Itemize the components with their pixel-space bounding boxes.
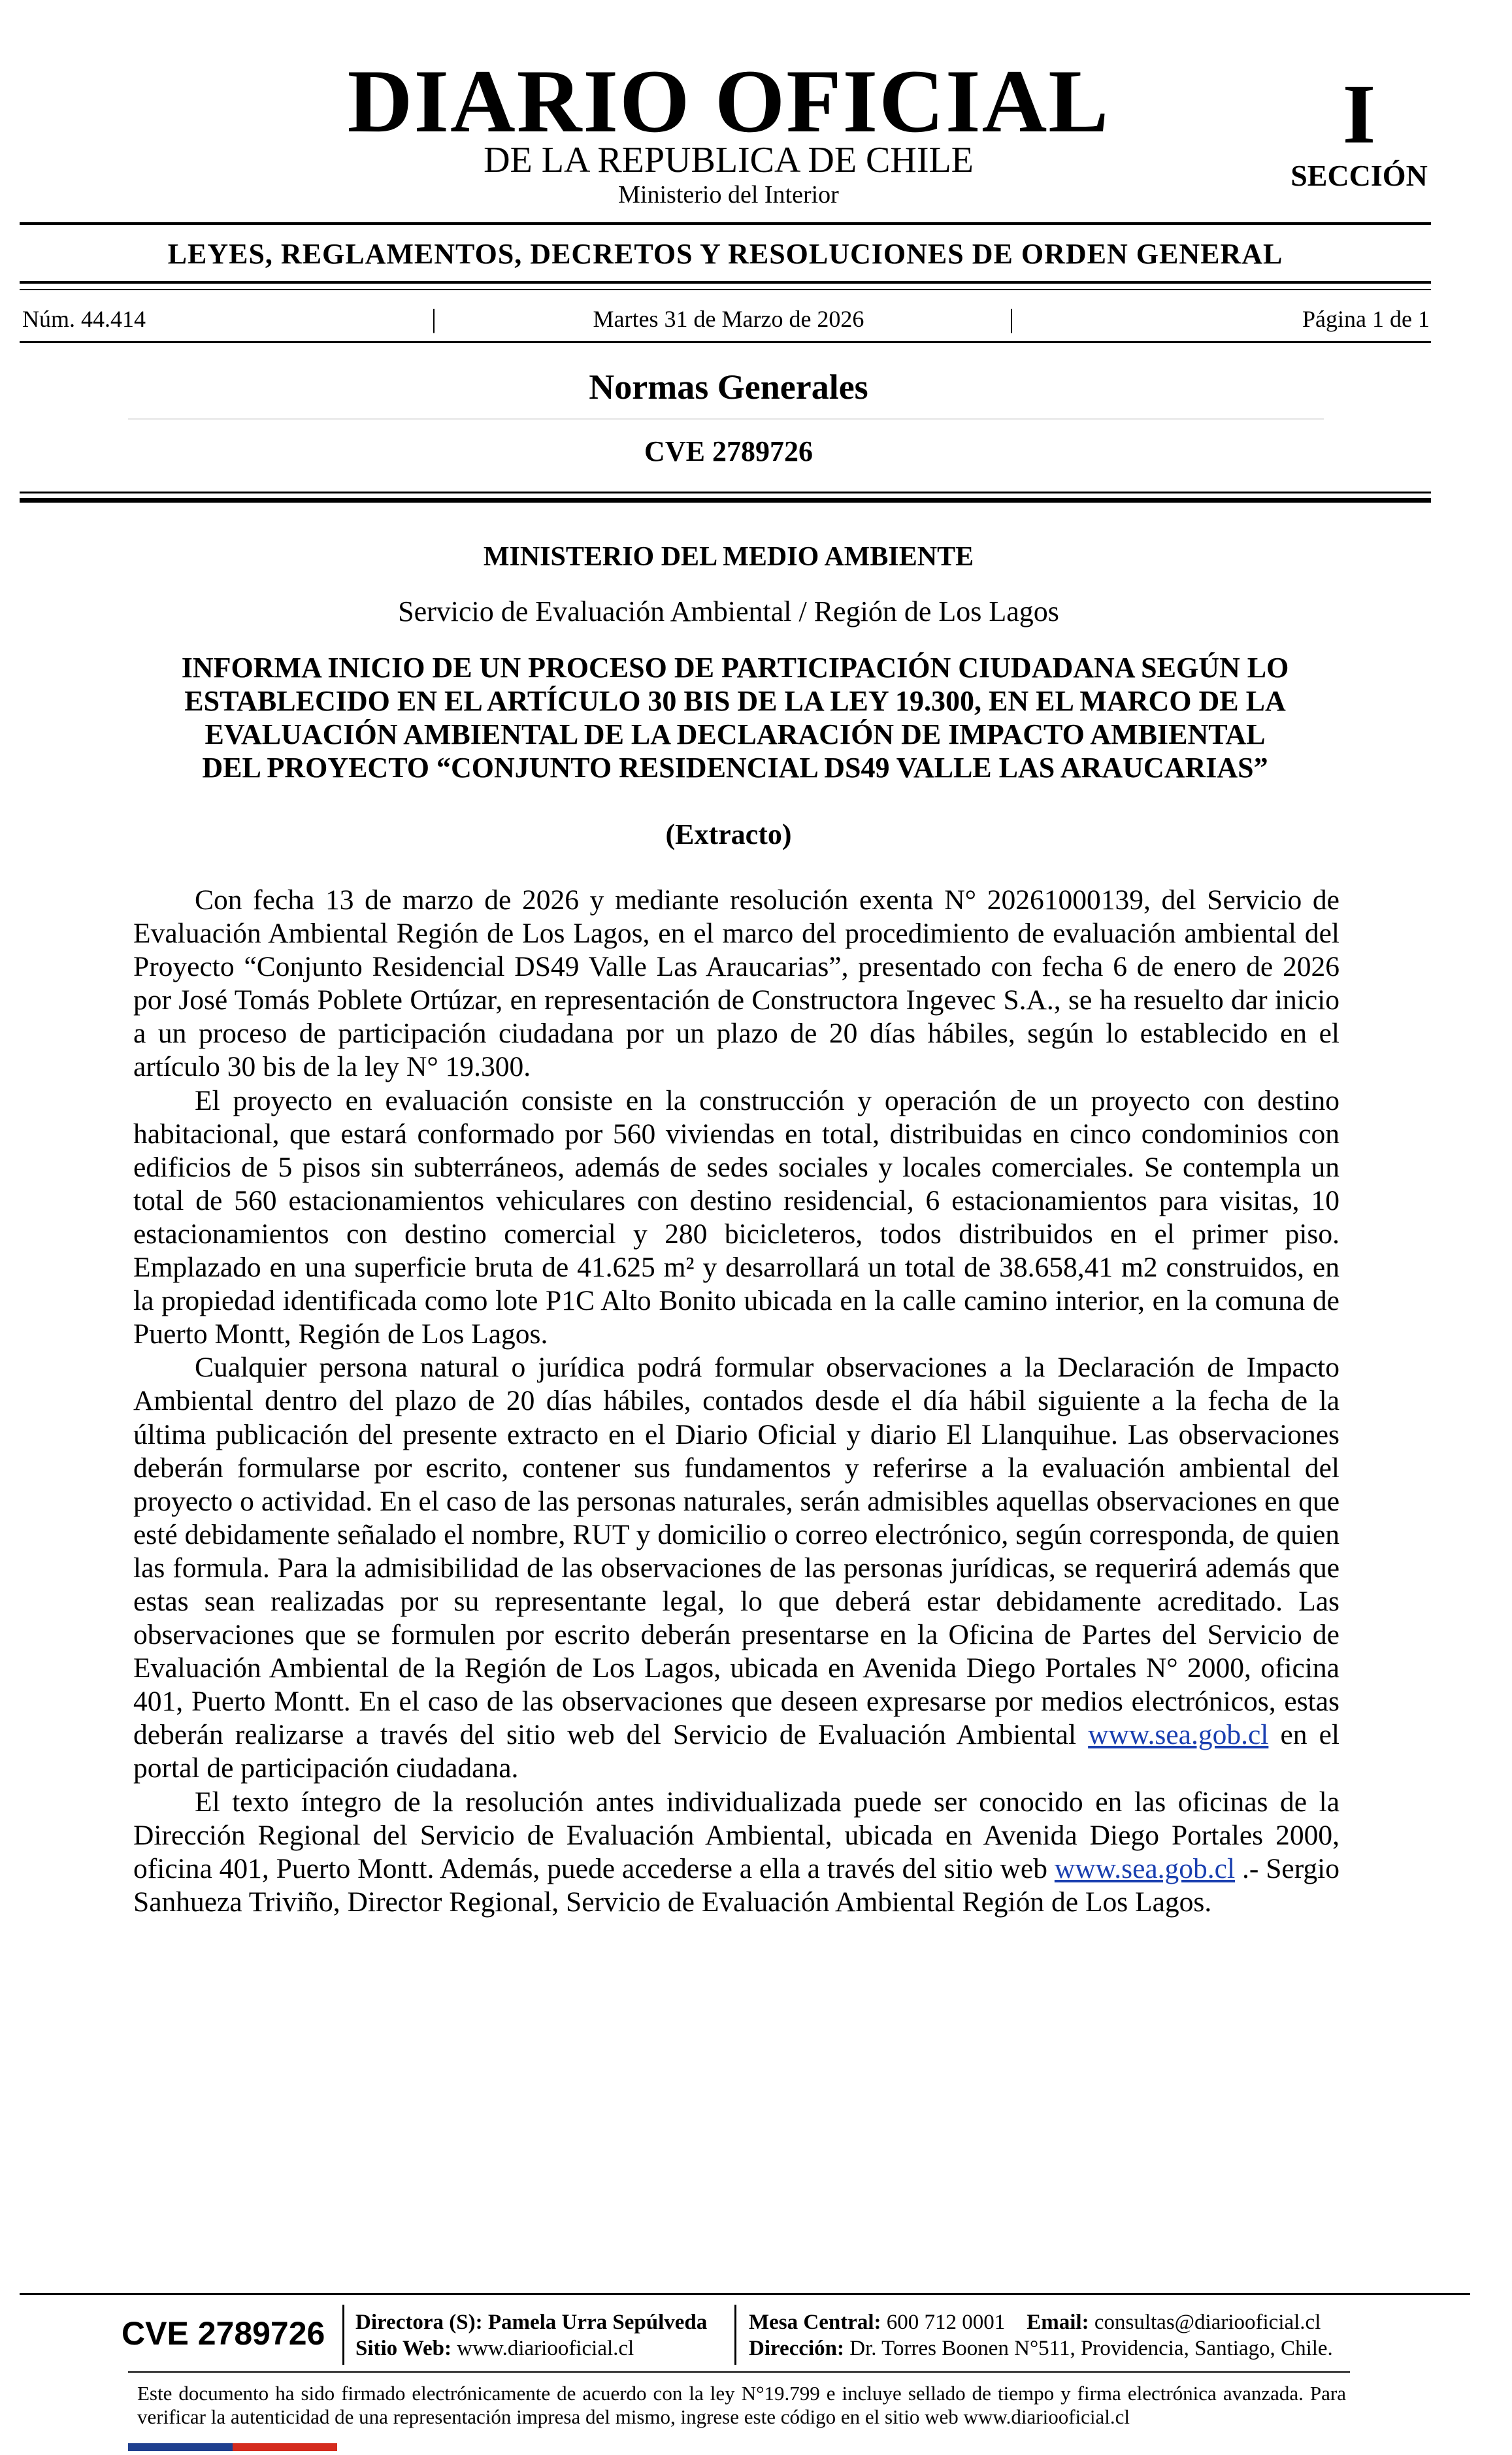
paragraph-full-text — [133, 1786, 1339, 1919]
paragraph-resolution: Con fecha 13 de marzo de 2026 y mediante resolución exenta N° 20261000139, del Servicio de Evaluación Ambiental Región de Los Lagos, en el marco del procedimiento de evaluación ambiental del Proyecto “Conjunto Residencial DS49 Valle Las Araucarias”, presentado con fecha 6 de enero de 2026 por José Tomás Poblete Ortúzar, en representación de Constructora Ingevec S.A., se ha resuelto dar inicio a un proceso de participación ciudadana por un plazo de 20 días hábiles, según lo establecido en el artículo 30 bis de la ley N° 19.300. — [133, 884, 1339, 1083]
meta-separator: | — [431, 304, 437, 333]
footer-cve: CVE 2789726 — [122, 2315, 325, 2352]
footer-website: Sitio Web: www.diariooficial.cl — [355, 2337, 634, 2360]
footer-contact: Mesa Central: 600 712 0001 Email: consultas@diariooficial.cl — [749, 2311, 1321, 2334]
document-body — [133, 884, 1339, 1919]
issue-number: Núm. 44.414 — [22, 306, 146, 332]
masthead-title: DIARIO OFICIAL — [347, 51, 1110, 151]
flag-bar-red — [233, 2443, 337, 2451]
title-line: ESTABLECIDO EN EL ARTÍCULO 30 BIS DE LA LEY 19.300, EN EL MARCO DE LA — [184, 685, 1286, 717]
masthead-subtitle: DE LA REPUBLICA DE CHILE — [484, 140, 974, 180]
issuing-service: Servicio de Evaluación Ambiental / Región de Los Lagos — [398, 595, 1059, 627]
meta-separator: | — [1009, 304, 1015, 333]
title-line: INFORMA INICIO DE UN PROCESO DE PARTICIPACIÓN CIUDADANA SEGÚN LO — [181, 652, 1289, 684]
section-banner: LEYES, REGLAMENTOS, DECRETOS Y RESOLUCIONES DE ORDEN GENERAL — [167, 238, 1283, 270]
paragraph-text: .- Sergio Sanhueza Triviño, Director Regional, Servicio de Evaluación Ambiental Región de Los Lagos. — [133, 1852, 1339, 1918]
footer-address: Dirección: Dr. Torres Boonen N°511, Providencia, Santiago, Chile. — [749, 2337, 1333, 2360]
footer-divider — [734, 2305, 736, 2365]
footer-note-rule — [128, 2371, 1350, 2373]
paragraph-text: El texto íntegro de la resolución antes individualizada puede ser conocido en las oficinas de la Dirección Regional del Servicio de Evaluación Ambiental, ubicada en Avenida Diego Portales 2000, oficina 401, Puerto Montt. Además, puede accederse a ella a través del sitio web — [133, 1786, 1339, 1884]
paragraph-text: Cualquier persona natural o jurídica podrá formular observaciones a la Declaración de Impacto Ambiental dentro del plazo de 20 días hábiles, contados desde el día hábil siguiente a la fecha de la última publicación del presente extracto en el Diario Oficial y diario El Llanquihue. Las observaciones deberán formularse por escrito, contener sus fundamentos y referirse a la evaluación ambiental del proyecto o actividad. En el caso de las personas naturales, serán admisibles aquellas observaciones en que esté debidamente señalado el nombre, RUT y domicilio o correo electrónico, según corresponda, de quien las formula. Para la admisibilidad de las observaciones de las personas jurídicas, se requerirá además que estas sean realizadas por su representante legal, lo que deberá estar debidamente acreditado. Las observaciones que se formulen por escrito deberán presentarse en la Oficina de Partes del Servicio de Evaluación Ambiental de la Región de Los Lagos, ubicada en Avenida Diego Portales N° 2000, oficina 401, Puerto Montt. En el caso de las observaciones que deseen expresarse por medios electrónicos, estas deberán realizarse a través del sitio web del Servicio de Evaluación Ambiental — [133, 1352, 1339, 1751]
phone-value: 600 712 0001 — [886, 2311, 1006, 2334]
paragraph-text: en el portal de participación ciudadana. — [133, 1719, 1340, 1784]
meta-rule — [20, 341, 1431, 343]
footer-director: Directora (S): Pamela Urra Sepúlveda — [355, 2311, 708, 2334]
flag-bar-blue — [128, 2443, 233, 2451]
title-line: DEL PROYECTO “CONJUNTO RESIDENCIAL DS49 VALLE LAS ARAUCARIAS” — [202, 752, 1268, 784]
banner-rule-bottom — [20, 289, 1431, 290]
paragraph-project: El proyecto en evaluación consiste en la construcción y operación de un proyecto con destino habitacional, que estará conformado por 560 viviendas en total, distribuidas en cinco condominios con edificios de 5 pisos sin subterráneos, además de sedes sociales y locales comerciales. Se contempla un total de 560 estacionamientos vehiculares con destino residencial, 6 estacionamientos para visitas, 10 estacionamientos con destino comercial y 280 bicicleteros, todos distribuidos en el primer piso. Emplazado en una superficie bruta de 41.625 m² y desarrollará un total de 38.658,41 m2 construidos, en la propiedad identificada como lote P1C Alto Bonito ubicada en la calle camino interior, en la comuna de Puerto Montt, Región de Los Lagos. — [133, 1084, 1339, 1350]
cve-code: CVE 2789726 — [644, 435, 813, 467]
extract-label: (Extracto) — [665, 818, 792, 850]
cve-rule-bottom — [20, 498, 1431, 503]
cve-rule-top — [20, 492, 1431, 493]
document-title — [131, 651, 1339, 784]
footer-note: Este documento ha sido firmado electrónicamente de acuerdo con la ley N°19.799 e incluye sellado de tiempo y firma electrónica avanzada. Para verificar la autenticidad de una representación impresa del mismo, ingrese este código en el sitio web www.diariooficial.cl — [137, 2382, 1346, 2428]
sea-website-link[interactable]: www.sea.gob.cl — [1054, 1852, 1236, 1884]
section-label: SECCIÓN — [1290, 159, 1428, 192]
email-value: consultas@diariooficial.cl — [1094, 2311, 1321, 2334]
masthead-ministry: Ministerio del Interior — [618, 181, 839, 209]
footer-rule — [20, 2293, 1470, 2295]
footer-divider — [342, 2305, 344, 2365]
director-name: Pamela Urra Sepúlveda — [487, 2311, 708, 2334]
section-number: I — [1342, 67, 1376, 161]
issue-date: Martes 31 de Marzo de 2026 — [593, 306, 864, 332]
category-divider — [128, 418, 1324, 420]
website-value: www.diariooficial.cl — [457, 2337, 634, 2360]
section-category: Normas Generales — [589, 367, 868, 407]
paragraph-observations — [133, 1351, 1339, 1785]
address-value: Dr. Torres Boonen N°511, Providencia, Santiago, Chile. — [849, 2337, 1333, 2360]
banner-rule-top — [20, 281, 1431, 284]
title-line: EVALUACIÓN AMBIENTAL DE LA DECLARACIÓN DE IMPACTO AMBIENTAL — [205, 718, 1266, 750]
sea-website-link[interactable]: www.sea.gob.cl — [1088, 1719, 1269, 1751]
issuing-ministry: MINISTERIO DEL MEDIO AMBIENTE — [483, 542, 974, 572]
page-count: Página 1 de 1 — [1302, 306, 1430, 332]
masthead-rule — [20, 222, 1431, 225]
